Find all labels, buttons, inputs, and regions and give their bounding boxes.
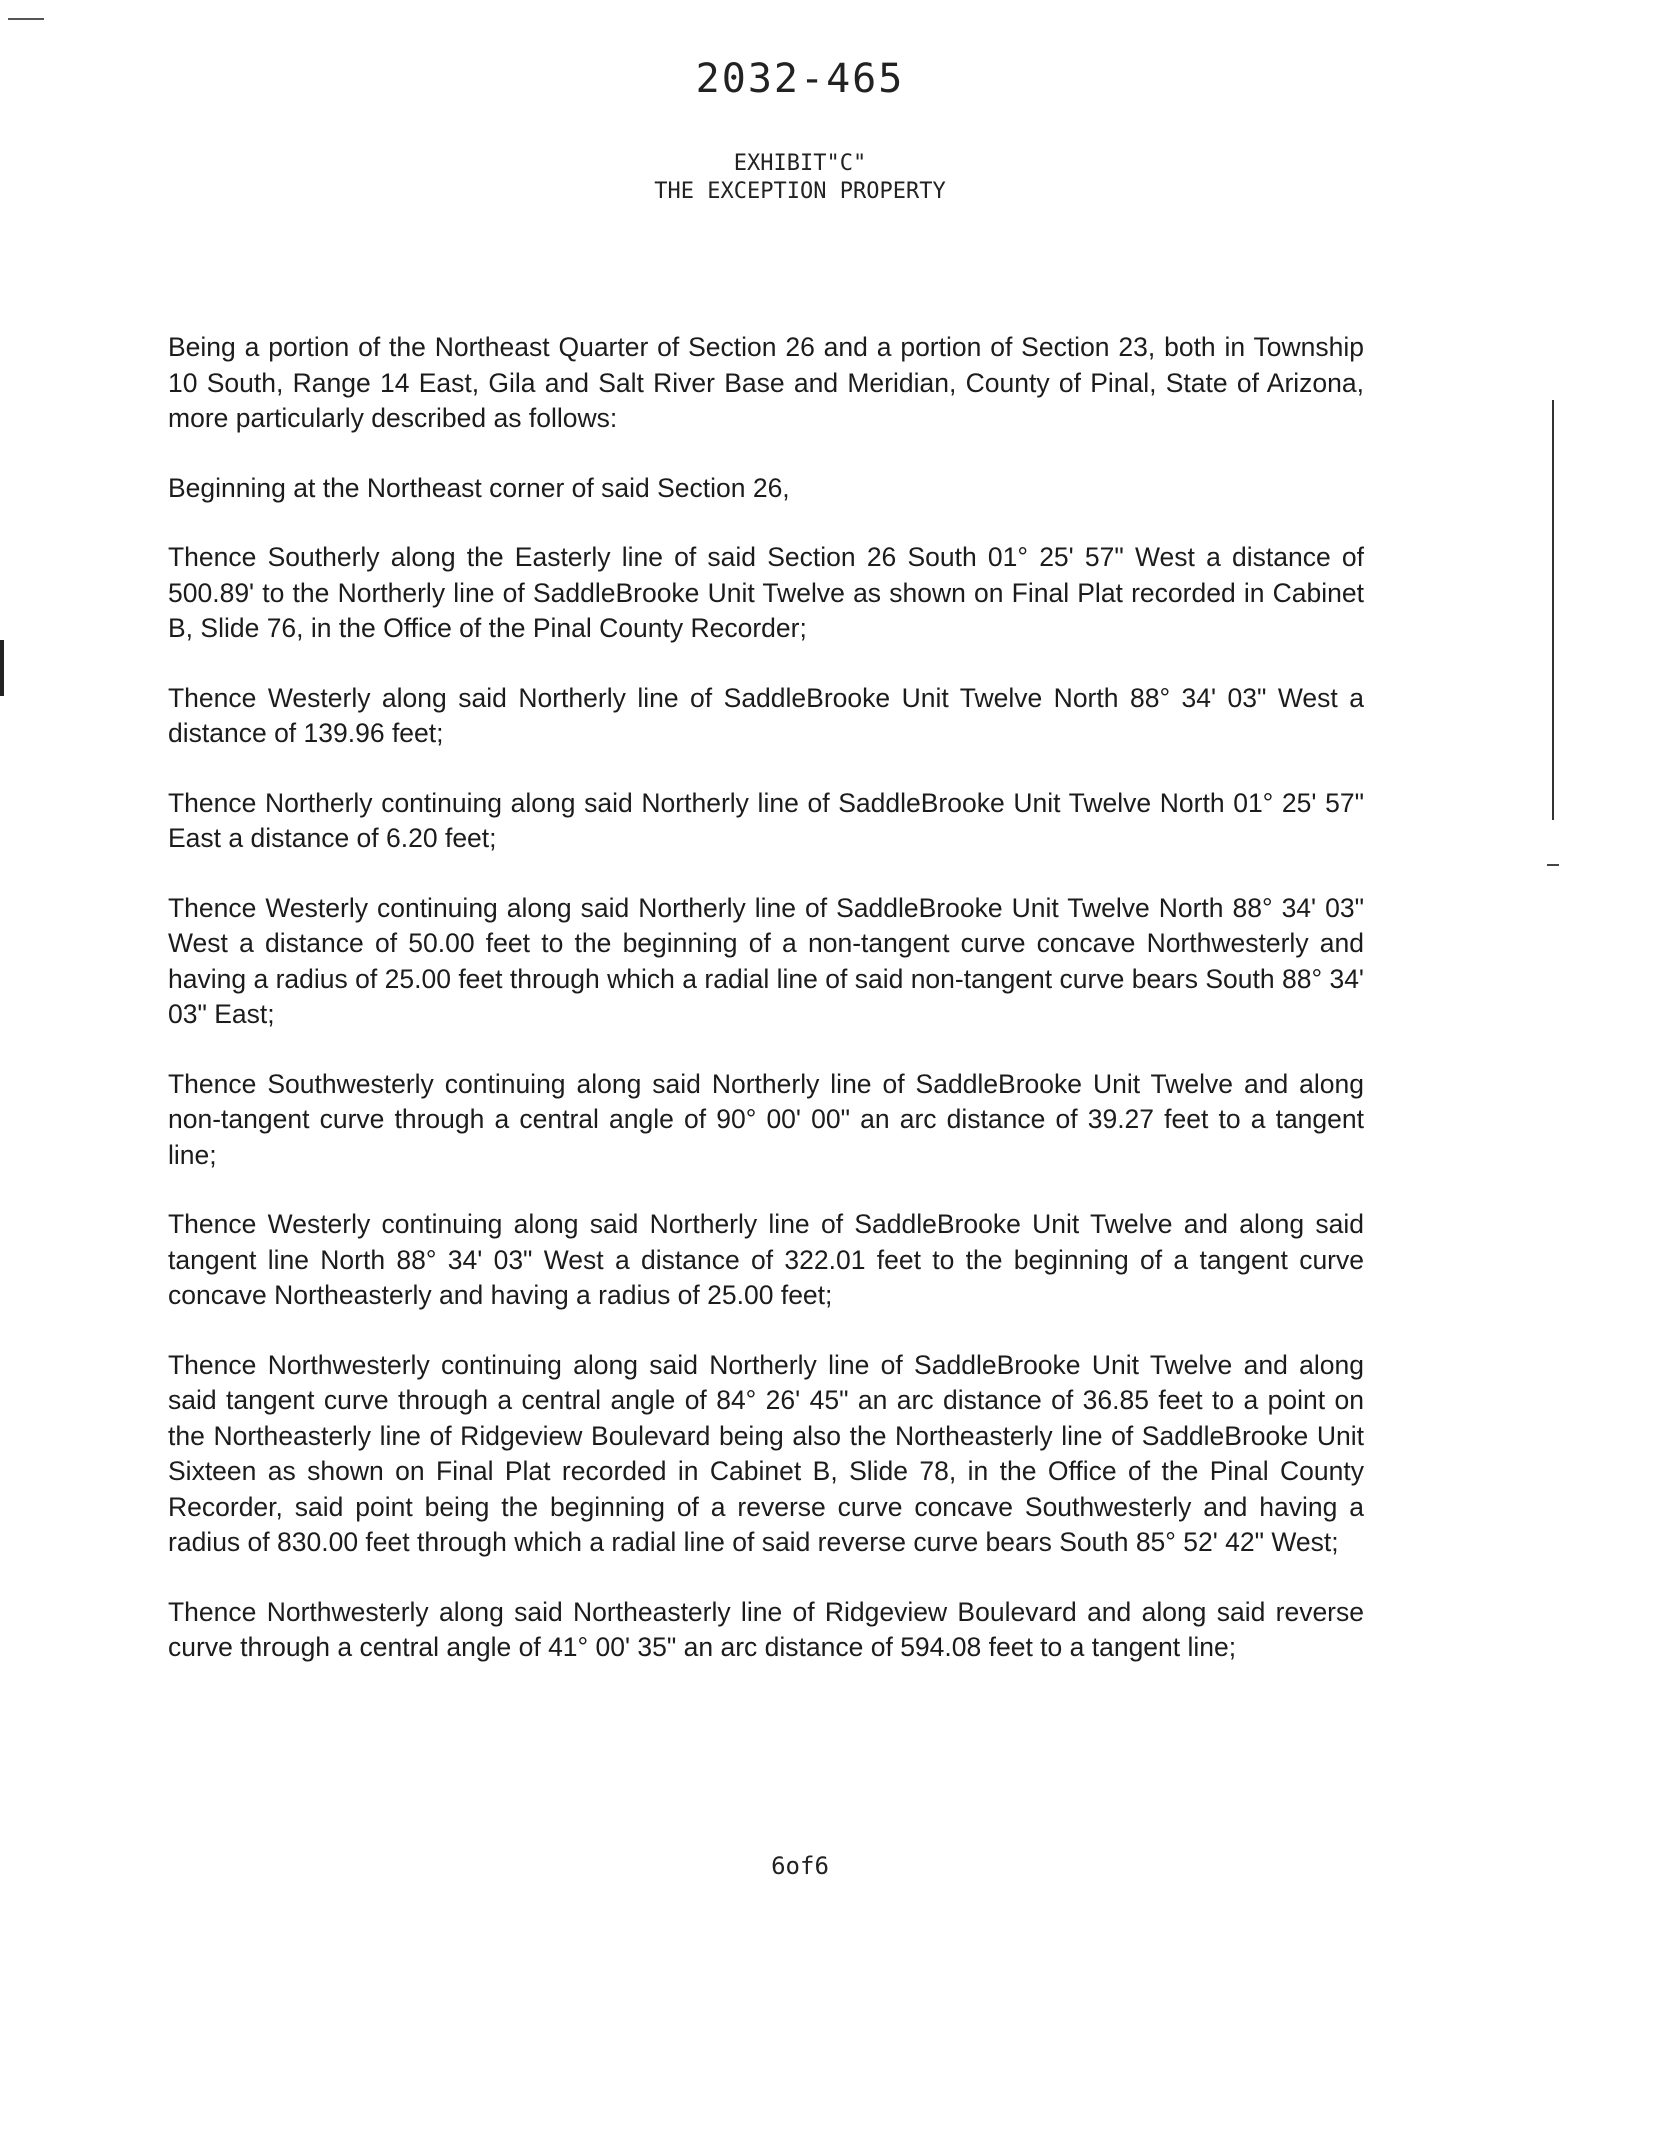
exhibit-header bbox=[0, 150, 1600, 206]
paragraph-course: Thence Southwesterly continuing along said Northerly line of SaddleBrooke Unit Twelve and along non-tangent curve through a central angle of 90° 00' 00" an arc distance of 39.27 feet to a tangent line; bbox=[168, 1068, 1364, 1170]
scan-edge-mark bbox=[0, 640, 4, 696]
legal-description bbox=[168, 330, 1364, 1700]
paragraph-course: Thence Northerly continuing along said Northerly line of SaddleBrooke Unit Twelve North 01° 25' 57" East a distance of 6.20 feet; bbox=[168, 787, 1364, 853]
paragraph-beginning: Beginning at the Northeast corner of said Section 26, bbox=[168, 472, 790, 503]
exhibit-title: EXHIBIT"C" bbox=[733, 151, 867, 176]
scan-mark bbox=[8, 18, 44, 20]
paragraph-course: Thence Northwesterly along said Northeasterly line of Ridgeview Boulevard and along said reverse curve through a central angle of 41° 00' 35" an arc distance of 594.08 feet to a tangent line; bbox=[168, 1596, 1364, 1662]
margin-tick bbox=[1547, 864, 1559, 866]
page-number: 6of6 bbox=[771, 1852, 829, 1880]
paragraph-course: Thence Southerly along the Easterly line of said Section 26 South 01° 25' 57" West a distance of 500.89' to the Northerly line of SaddleBrooke Unit Twelve as shown on Final Plat recorded in Cabinet B, Slide 76, in the Office of the Pinal County Recorder; bbox=[168, 542, 1364, 643]
exhibit-subtitle: THE EXCEPTION PROPERTY bbox=[654, 179, 946, 204]
document-number: 2032-465 bbox=[695, 56, 905, 102]
margin-line bbox=[1552, 400, 1554, 820]
paragraph-intro: Being a portion of the Northeast Quarter of Section 26 and a portion of Section 23, both in Township 10 South, Range 14 East, Gila and Salt River Base and Meridian, County of Pinal, State of Arizona, more particularly described as follows: bbox=[168, 332, 1364, 433]
paragraph-course: Thence Northwesterly continuing along said Northerly line of SaddleBrooke Unit Twelve and along said tangent curve through a central angle of 84° 26' 45" an arc distance of 36.85 feet to a point on the Northeasterly line of Ridgeview Boulevard being also the Northeasterly line of SaddleBrooke Unit Sixteen as shown on Final Plat recorded in Cabinet B, Slide 78, in the Office of the Pinal County Recorder, said point being the beginning of a reverse curve concave Southwesterly and having a radius of 830.00 feet through which a radial line of said reverse curve bears South 85° 52' 42" West; bbox=[168, 1349, 1364, 1557]
paragraph-course: Thence Westerly along said Northerly line of SaddleBrooke Unit Twelve North 88° 34' 03" West a distance of 139.96 feet; bbox=[168, 682, 1364, 748]
paragraph-course: Thence Westerly continuing along said Northerly line of SaddleBrooke Unit Twelve and along said tangent line North 88° 34' 03" West a distance of 322.01 feet to the beginning of a tangent curve concave Northeasterly and having a radius of 25.00 feet; bbox=[168, 1209, 1364, 1310]
paragraph-course: Thence Westerly continuing along said Northerly line of SaddleBrooke Unit Twelve North 88° 34' 03" West a distance of 50.00 feet to the beginning of a non-tangent curve concave Northwesterly and having a radius of 25.00 feet through which a radial line of said non-tangent curve bears South 88° 34' 03" East; bbox=[168, 892, 1364, 1029]
